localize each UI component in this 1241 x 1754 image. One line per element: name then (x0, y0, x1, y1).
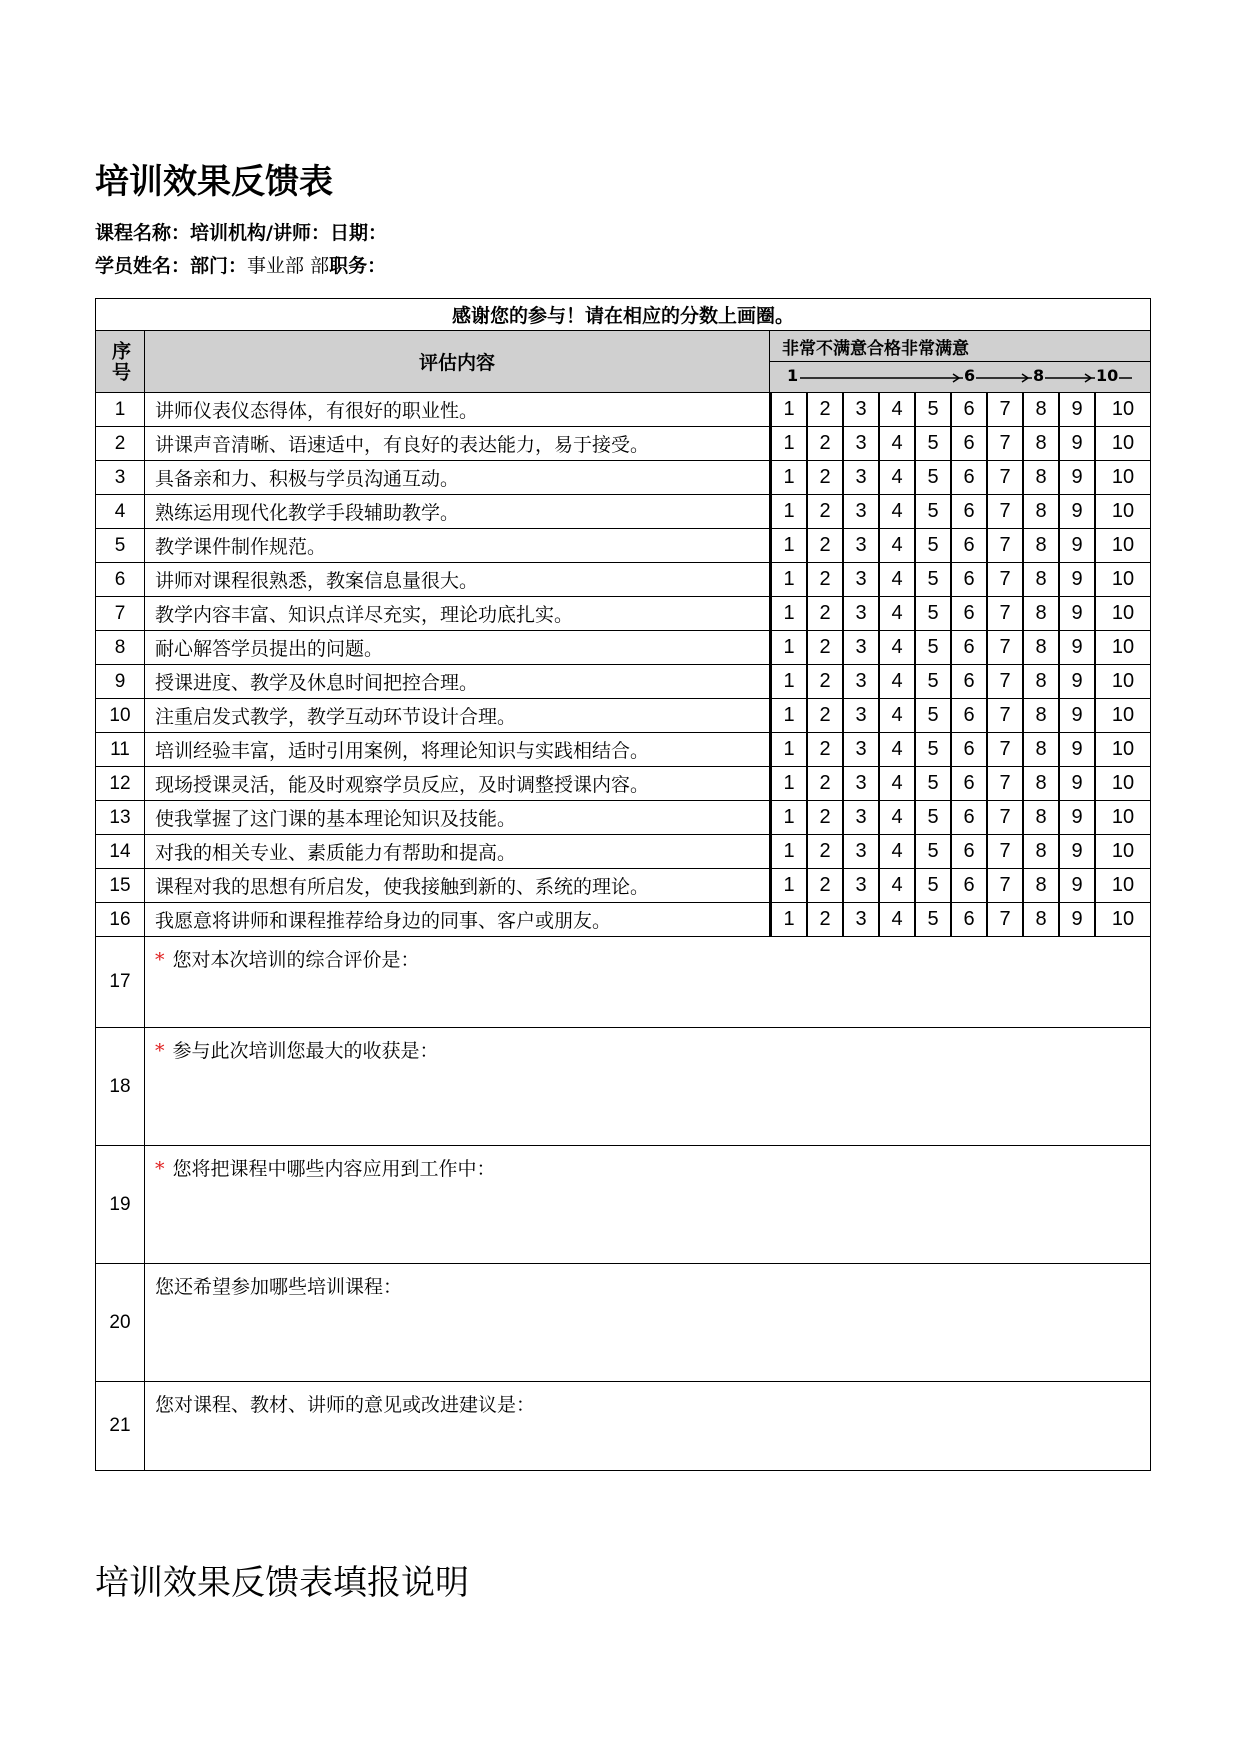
score-option-2[interactable]: 2 (807, 461, 843, 494)
rating-row (96, 733, 1151, 767)
score-option-8[interactable]: 8 (1023, 563, 1059, 596)
rating-row (96, 597, 1151, 631)
score-option-3[interactable]: 3 (843, 495, 879, 528)
score-option-7[interactable]: 7 (987, 801, 1023, 834)
score-option-5[interactable]: 5 (915, 631, 951, 664)
seq-header: 序号 (96, 331, 145, 393)
open-question-row (96, 1382, 1151, 1471)
score-option-10[interactable]: 10 (1095, 903, 1150, 936)
item-text: 具备亲和力、积极与学员沟通互动。 (145, 461, 770, 495)
item-number: 12 (96, 767, 145, 801)
score-option-1[interactable]: 1 (771, 767, 807, 800)
rating-row (96, 461, 1151, 495)
item-text: 熟练运用现代化教学手段辅助教学。 (145, 495, 770, 529)
score-option-10[interactable]: 10 (1095, 563, 1150, 596)
score-option-8[interactable]: 8 (1023, 427, 1059, 460)
scale-label-max: 10 (1096, 366, 1119, 385)
score-cells (770, 903, 1151, 937)
score-option-9[interactable]: 9 (1059, 767, 1095, 800)
scale-label-pass: 6 (964, 366, 976, 385)
score-option-6[interactable]: 6 (951, 767, 987, 800)
question-text: 您对课程、教材、讲师的意见或改进建议是： (155, 1394, 536, 1416)
item-number: 6 (96, 563, 145, 597)
score-option-6[interactable]: 6 (951, 427, 987, 460)
score-option-3[interactable]: 3 (843, 461, 879, 494)
item-text: 使我掌握了这门课的基本理论知识及技能。 (145, 801, 770, 835)
score-option-5[interactable]: 5 (915, 393, 951, 426)
course-info-line (95, 220, 387, 246)
score-option-7[interactable]: 7 (987, 699, 1023, 732)
rating-row (96, 563, 1151, 597)
answer-area[interactable] (145, 1382, 1151, 1471)
score-option-10[interactable]: 10 (1095, 869, 1150, 902)
score-cells (770, 801, 1151, 835)
department-label: 部门： (190, 255, 248, 277)
score-option-4[interactable]: 4 (879, 529, 915, 562)
required-mark: * (155, 1040, 165, 1062)
score-option-10[interactable]: 10 (1095, 767, 1150, 800)
score-cells (770, 733, 1151, 767)
open-question-row (96, 1028, 1151, 1146)
score-option-7[interactable]: 7 (987, 393, 1023, 426)
score-option-4[interactable]: 4 (879, 597, 915, 630)
score-option-4[interactable]: 4 (879, 427, 915, 460)
item-text: 现场授课灵活，能及时观察学员反应，及时调整授课内容。 (145, 767, 770, 801)
item-text: 对我的相关专业、素质能力有帮助和提高。 (145, 835, 770, 869)
score-option-2[interactable]: 2 (807, 563, 843, 596)
score-option-5[interactable]: 5 (915, 495, 951, 528)
score-option-4[interactable]: 4 (879, 903, 915, 936)
score-option-5[interactable]: 5 (915, 767, 951, 800)
score-option-2[interactable]: 2 (807, 767, 843, 800)
score-option-1[interactable]: 1 (771, 495, 807, 528)
score-cells (770, 597, 1151, 631)
score-option-5[interactable]: 5 (915, 427, 951, 460)
score-option-6[interactable]: 6 (951, 495, 987, 528)
score-option-1[interactable]: 1 (771, 665, 807, 698)
score-cells (770, 767, 1151, 801)
score-cells (770, 631, 1151, 665)
rating-row (96, 767, 1151, 801)
score-option-6[interactable]: 6 (951, 733, 987, 766)
score-option-2[interactable]: 2 (807, 495, 843, 528)
score-option-1[interactable]: 1 (771, 835, 807, 868)
score-option-3[interactable]: 3 (843, 597, 879, 630)
item-text: 培训经验丰富，适时引用案例，将理论知识与实践相结合。 (145, 733, 770, 767)
item-number: 11 (96, 733, 145, 767)
score-option-2[interactable]: 2 (807, 427, 843, 460)
score-option-10[interactable]: 10 (1095, 393, 1150, 426)
score-option-6[interactable]: 6 (951, 393, 987, 426)
scale-label-good: 8 (1033, 366, 1045, 385)
score-option-10[interactable]: 10 (1095, 529, 1150, 562)
score-option-7[interactable]: 7 (987, 665, 1023, 698)
score-cells (770, 393, 1151, 427)
rating-row (96, 529, 1151, 563)
open-question-row (96, 1146, 1151, 1264)
item-number: 8 (96, 631, 145, 665)
score-option-6[interactable]: 6 (951, 699, 987, 732)
answer-area[interactable] (145, 1028, 1151, 1146)
score-option-7[interactable]: 7 (987, 869, 1023, 902)
rating-row (96, 699, 1151, 733)
question-number: 20 (96, 1264, 145, 1382)
score-option-10[interactable]: 10 (1095, 461, 1150, 494)
score-option-8[interactable]: 8 (1023, 767, 1059, 800)
score-option-2[interactable]: 2 (807, 393, 843, 426)
score-option-5[interactable]: 5 (915, 801, 951, 834)
score-option-1[interactable]: 1 (771, 529, 807, 562)
rating-row (96, 427, 1151, 461)
score-option-1[interactable]: 1 (771, 427, 807, 460)
score-option-9[interactable]: 9 (1059, 903, 1095, 936)
score-cells (770, 563, 1151, 597)
score-cells (770, 461, 1151, 495)
score-option-7[interactable]: 7 (987, 529, 1023, 562)
item-text: 授课进度、教学及休息时间把控合理。 (145, 665, 770, 699)
score-option-9[interactable]: 9 (1059, 529, 1095, 562)
thanks-banner: 感谢您的参与！请在相应的分数上画圈。 (96, 299, 1151, 331)
rating-row (96, 835, 1151, 869)
scale-arrow-graphic (770, 362, 1151, 392)
score-option-5[interactable]: 5 (915, 869, 951, 902)
score-cells (770, 699, 1151, 733)
score-option-1[interactable]: 1 (771, 801, 807, 834)
score-option-3[interactable]: 3 (843, 869, 879, 902)
score-option-10[interactable]: 10 (1095, 631, 1150, 664)
score-option-7[interactable]: 7 (987, 427, 1023, 460)
question-text: 参与此次培训您最大的收获是： (172, 1040, 439, 1062)
score-option-4[interactable]: 4 (879, 767, 915, 800)
score-option-8[interactable]: 8 (1023, 903, 1059, 936)
score-cells (770, 869, 1151, 903)
score-option-2[interactable]: 2 (807, 597, 843, 630)
score-cells (770, 495, 1151, 529)
rating-row (96, 801, 1151, 835)
score-option-3[interactable]: 3 (843, 903, 879, 936)
score-option-5[interactable]: 5 (915, 733, 951, 766)
score-option-9[interactable]: 9 (1059, 699, 1095, 732)
score-option-3[interactable]: 3 (843, 801, 879, 834)
score-option-4[interactable]: 4 (879, 461, 915, 494)
score-cells (770, 665, 1151, 699)
item-text: 教学内容丰富、知识点详尽充实，理论功底扎实。 (145, 597, 770, 631)
item-number: 10 (96, 699, 145, 733)
score-option-2[interactable]: 2 (807, 733, 843, 766)
item-number: 15 (96, 869, 145, 903)
score-option-1[interactable]: 1 (771, 393, 807, 426)
item-number: 2 (96, 427, 145, 461)
item-text: 讲师仪表仪态得体，有很好的职业性。 (145, 393, 770, 427)
score-option-5[interactable]: 5 (915, 597, 951, 630)
score-option-5[interactable]: 5 (915, 529, 951, 562)
item-number: 5 (96, 529, 145, 563)
score-option-4[interactable]: 4 (879, 495, 915, 528)
score-option-8[interactable]: 8 (1023, 393, 1059, 426)
open-question-row (96, 1264, 1151, 1382)
student-name-label: 学员姓名： (95, 255, 191, 277)
score-option-4[interactable]: 4 (879, 699, 915, 732)
course-name-label: 课程名称： (95, 222, 191, 244)
score-option-8[interactable]: 8 (1023, 835, 1059, 868)
score-option-3[interactable]: 3 (843, 393, 879, 426)
score-option-9[interactable]: 9 (1059, 801, 1095, 834)
score-option-3[interactable]: 3 (843, 563, 879, 596)
score-option-4[interactable]: 4 (879, 835, 915, 868)
score-option-3[interactable]: 3 (843, 665, 879, 698)
rating-row (96, 903, 1151, 937)
answer-area[interactable] (145, 1264, 1151, 1382)
score-option-10[interactable]: 10 (1095, 733, 1150, 766)
score-option-8[interactable]: 8 (1023, 733, 1059, 766)
score-option-6[interactable]: 6 (951, 801, 987, 834)
scale-label-min: 1 (787, 366, 799, 385)
score-option-8[interactable]: 8 (1023, 529, 1059, 562)
score-option-6[interactable]: 6 (951, 665, 987, 698)
rating-row (96, 869, 1151, 903)
score-option-3[interactable]: 3 (843, 733, 879, 766)
score-option-6[interactable]: 6 (951, 903, 987, 936)
rating-row (96, 393, 1151, 427)
score-option-2[interactable]: 2 (807, 665, 843, 698)
item-text: 耐心解答学员提出的问题。 (145, 631, 770, 665)
score-option-9[interactable]: 9 (1059, 495, 1095, 528)
score-option-6[interactable]: 6 (951, 529, 987, 562)
score-option-8[interactable]: 8 (1023, 495, 1059, 528)
position-label: 职务： (329, 255, 387, 277)
score-option-7[interactable]: 7 (987, 835, 1023, 868)
score-option-9[interactable]: 9 (1059, 665, 1095, 698)
score-option-1[interactable]: 1 (771, 869, 807, 902)
score-option-4[interactable]: 4 (879, 801, 915, 834)
required-mark: * (155, 1158, 165, 1180)
score-option-6[interactable]: 6 (951, 597, 987, 630)
score-option-8[interactable]: 8 (1023, 461, 1059, 494)
score-option-9[interactable]: 9 (1059, 835, 1095, 868)
score-option-2[interactable]: 2 (807, 529, 843, 562)
score-option-9[interactable]: 9 (1059, 733, 1095, 766)
score-option-10[interactable]: 10 (1095, 665, 1150, 698)
score-option-1[interactable]: 1 (771, 631, 807, 664)
item-text: 我愿意将讲师和课程推荐给身边的同事、客户或朋友。 (145, 903, 770, 937)
score-option-6[interactable]: 6 (951, 869, 987, 902)
item-number: 16 (96, 903, 145, 937)
score-option-7[interactable]: 7 (987, 767, 1023, 800)
score-cells (770, 835, 1151, 869)
score-option-10[interactable]: 10 (1095, 427, 1150, 460)
score-option-9[interactable]: 9 (1059, 597, 1095, 630)
question-text: 您还希望参加哪些培训课程： (155, 1276, 403, 1298)
score-option-3[interactable]: 3 (843, 529, 879, 562)
item-text: 讲课声音清晰、语速适中，有良好的表达能力，易于接受。 (145, 427, 770, 461)
score-option-2[interactable]: 2 (807, 631, 843, 664)
rating-row (96, 495, 1151, 529)
score-option-4[interactable]: 4 (879, 733, 915, 766)
score-option-9[interactable]: 9 (1059, 563, 1095, 596)
score-option-2[interactable]: 2 (807, 903, 843, 936)
score-option-5[interactable]: 5 (915, 835, 951, 868)
score-option-9[interactable]: 9 (1059, 461, 1095, 494)
score-option-9[interactable]: 9 (1059, 427, 1095, 460)
score-option-8[interactable]: 8 (1023, 631, 1059, 664)
score-option-1[interactable]: 1 (771, 699, 807, 732)
item-number: 14 (96, 835, 145, 869)
item-number: 4 (96, 495, 145, 529)
item-number: 13 (96, 801, 145, 835)
item-number: 1 (96, 393, 145, 427)
page-title: 培训效果反馈表 (95, 162, 333, 202)
answer-area[interactable] (145, 937, 1151, 1028)
score-option-4[interactable]: 4 (879, 665, 915, 698)
score-option-8[interactable]: 8 (1023, 665, 1059, 698)
score-cells (770, 427, 1151, 461)
score-option-5[interactable]: 5 (915, 699, 951, 732)
question-number: 19 (96, 1146, 145, 1264)
score-option-7[interactable]: 7 (987, 733, 1023, 766)
student-info-line (95, 253, 386, 279)
score-option-8[interactable]: 8 (1023, 597, 1059, 630)
score-option-3[interactable]: 3 (843, 767, 879, 800)
score-option-10[interactable]: 10 (1095, 835, 1150, 868)
score-option-3[interactable]: 3 (843, 631, 879, 664)
item-text: 课程对我的思想有所启发，使我接触到新的、系统的理论。 (145, 869, 770, 903)
department-value: 事业部 部 (247, 255, 330, 277)
score-option-9[interactable]: 9 (1059, 869, 1095, 902)
question-text: 您将把课程中哪些内容应用到工作中： (172, 1158, 496, 1180)
score-option-7[interactable]: 7 (987, 597, 1023, 630)
score-option-3[interactable]: 3 (843, 427, 879, 460)
content-header: 评估内容 (145, 331, 770, 393)
item-number: 7 (96, 597, 145, 631)
score-option-6[interactable]: 6 (951, 835, 987, 868)
rating-row (96, 631, 1151, 665)
score-option-2[interactable]: 2 (807, 869, 843, 902)
score-cells (770, 529, 1151, 563)
item-text: 教学课件制作规范。 (145, 529, 770, 563)
score-option-7[interactable]: 7 (987, 461, 1023, 494)
date-label: 日期： (329, 222, 387, 244)
score-option-2[interactable]: 2 (807, 699, 843, 732)
score-option-10[interactable]: 10 (1095, 597, 1150, 630)
score-option-6[interactable]: 6 (951, 631, 987, 664)
feedback-table (95, 298, 1151, 1471)
question-text: 您对本次培训的综合评价是： (172, 949, 420, 971)
score-option-8[interactable]: 8 (1023, 699, 1059, 732)
score-option-7[interactable]: 7 (987, 563, 1023, 596)
org-instructor-label: 培训机构/讲师： (190, 222, 330, 244)
score-option-3[interactable]: 3 (843, 699, 879, 732)
score-option-5[interactable]: 5 (915, 665, 951, 698)
score-option-1[interactable]: 1 (771, 733, 807, 766)
score-option-10[interactable]: 10 (1095, 801, 1150, 834)
answer-area[interactable] (145, 1146, 1151, 1264)
score-option-3[interactable]: 3 (843, 835, 879, 868)
instructions-title: 培训效果反馈表填报说明 (95, 1563, 469, 1603)
score-option-5[interactable]: 5 (915, 563, 951, 596)
score-option-10[interactable]: 10 (1095, 495, 1150, 528)
score-option-2[interactable]: 2 (807, 801, 843, 834)
required-mark: * (155, 949, 165, 971)
score-option-7[interactable]: 7 (987, 495, 1023, 528)
score-option-9[interactable]: 9 (1059, 631, 1095, 664)
question-number: 21 (96, 1382, 145, 1471)
item-text: 讲师对课程很熟悉，教案信息量很大。 (145, 563, 770, 597)
item-number: 9 (96, 665, 145, 699)
score-option-6[interactable]: 6 (951, 563, 987, 596)
score-option-7[interactable]: 7 (987, 631, 1023, 664)
question-number: 17 (96, 937, 145, 1028)
score-option-5[interactable]: 5 (915, 461, 951, 494)
score-option-1[interactable]: 1 (771, 563, 807, 596)
item-text: 注重启发式教学，教学互动环节设计合理。 (145, 699, 770, 733)
score-option-10[interactable]: 10 (1095, 699, 1150, 732)
score-option-6[interactable]: 6 (951, 461, 987, 494)
scale-header: 非常不满意合格非常满意 (770, 331, 1151, 362)
score-option-7[interactable]: 7 (987, 903, 1023, 936)
score-option-1[interactable]: 1 (771, 597, 807, 630)
scale-arrow-row (770, 362, 1151, 393)
score-option-8[interactable]: 8 (1023, 801, 1059, 834)
score-option-2[interactable]: 2 (807, 835, 843, 868)
score-option-5[interactable]: 5 (915, 903, 951, 936)
score-option-4[interactable]: 4 (879, 393, 915, 426)
question-number: 18 (96, 1028, 145, 1146)
score-option-8[interactable]: 8 (1023, 869, 1059, 902)
score-option-4[interactable]: 4 (879, 631, 915, 664)
score-option-4[interactable]: 4 (879, 869, 915, 902)
score-option-4[interactable]: 4 (879, 563, 915, 596)
open-question-row (96, 937, 1151, 1028)
score-option-9[interactable]: 9 (1059, 393, 1095, 426)
score-option-1[interactable]: 1 (771, 461, 807, 494)
rating-row (96, 665, 1151, 699)
score-option-1[interactable]: 1 (771, 903, 807, 936)
item-number: 3 (96, 461, 145, 495)
